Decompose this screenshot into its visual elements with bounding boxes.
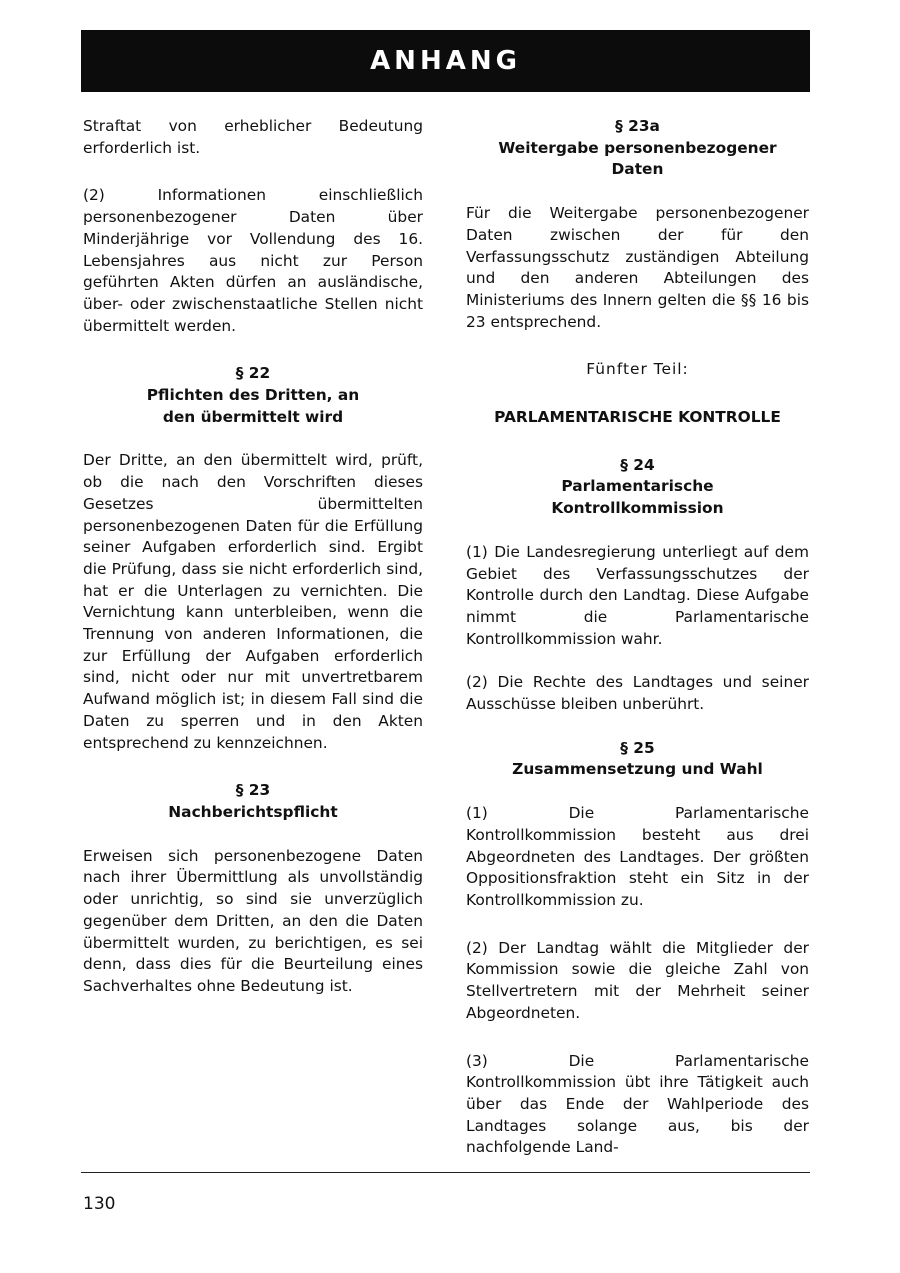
- header-bar: [81, 30, 810, 92]
- section-number: § 23: [235, 781, 271, 800]
- page-title: ANHANG: [370, 46, 521, 76]
- right-column: [466, 116, 809, 1159]
- paragraph: (2) Die Rechte des Landtages und seiner Ausschüsse bleiben unberührt.: [466, 673, 809, 714]
- section-title: Parlamentarische Kontrollkommission: [551, 477, 724, 518]
- section-number: § 22: [235, 364, 271, 383]
- paragraph: Für die Weitergabe personenbezogener Daten zwischen der für den Verfassungsschutz zuständigen Abteilung und den anderen Abteilungen des Ministeriums des Innern gelten die §§ 16 bis 23 entsprechend.: [466, 204, 809, 331]
- paragraph: (2) Informationen einschließlich personenbezogener Daten über Minderjährige vor Vollendung des 16. Lebensjahres aus nicht zur Person geführten Akten dürfen an ausländische, über- oder zwischenstaatliche Stellen nicht übermittelt werden.: [83, 186, 423, 335]
- part-title: PARLAMENTARISCHE KONTROLLE: [494, 408, 781, 427]
- paragraph: (1) Die Parlamentarische Kontrollkommission besteht aus drei Abgeordneten des Landtages. Der größten Oppositionsfraktion steht ein Sitz in der Kontrollkommission zu.: [466, 804, 809, 909]
- section-number: § 24: [620, 455, 655, 474]
- section-title: Weitergabe personenbezogener Daten: [498, 138, 777, 179]
- paragraph: (3) Die Parlamentarische Kontrollkommission übt ihre Tätigkeit auch über das Ende der Wahlperiode des Landtages solange aus, bis der nachfolgende Land-: [466, 1051, 809, 1157]
- paragraph: Erweisen sich personenbezogene Daten nach ihrer Übermittlung als unvollständig oder unrichtig, so sind sie unverzüglich gegenüber dem Dritten, an den die Daten übermittelt wurden, zu berichtigen, es sei denn, dass dies für die Beurteilung eines Sachverhaltes ohne Bedeutung ist.: [83, 846, 423, 995]
- paragraph: (1) Die Landesregierung unterliegt auf dem Gebiet des Verfassungsschutzes der Kontrolle durch den Landtag. Diese Aufgabe nimmt die Parlamentarische Kontrollkommission wahr.: [466, 542, 809, 648]
- left-column: [83, 116, 423, 998]
- page-number: 130: [83, 1194, 116, 1214]
- section-number: § 23a: [615, 117, 660, 135]
- part-label: Fünfter Teil:: [586, 360, 689, 379]
- paragraph: (2) Der Landtag wählt die Mitglieder der Kommission sowie die gleiche Zahl von Stellvertretern mit der Mehrheit seiner Abgeordneten.: [466, 938, 809, 1022]
- paragraph: Der Dritte, an den übermittelt wird, prüft, ob die nach den Vorschriften dieses Gesetzes übermittelten personenbezogenen Daten für die Erfüllung seiner Aufgaben erforderlich sind. Ergibt die Prüfung, dass sie nicht erforderlich sind, hat er die Unterlagen zu vernichten. Die Vernichtung kann unterbleiben, wenn die Trennung von anderen Informationen, die zur Erfüllung der Aufgaben erforderlich sind, nicht oder nur mit unvertretbarem Aufwand möglich ist; in diesem Fall sind die Daten zu sperren und in den Akten entsprechend zu kennzeichnen.: [83, 451, 423, 752]
- section-title: Nachberichtspflicht: [168, 802, 338, 821]
- section-title: Pflichten des Dritten, an den übermittelt wird: [146, 386, 360, 426]
- paragraph: Straftat von erheblicher Bedeutung erforderlich ist.: [83, 117, 423, 157]
- section-number: § 25: [620, 738, 655, 757]
- footer-rule: [81, 1172, 810, 1173]
- section-title: Zusammensetzung und Wahl: [512, 760, 763, 779]
